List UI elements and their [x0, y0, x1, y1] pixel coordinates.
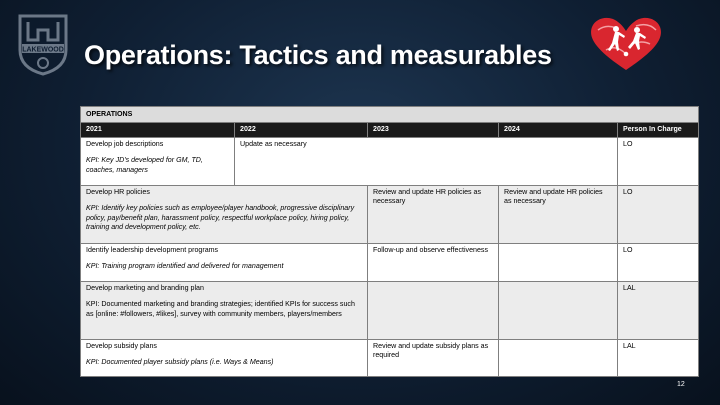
kpi-text: KPI: Key JD's developed for GM, TD, coaches, managers	[86, 156, 203, 174]
kpi-text: KPI: Training program identified and delivered for management	[86, 262, 284, 271]
page-number: 12	[677, 381, 685, 388]
club-crest-logo	[14, 10, 72, 76]
header-row	[81, 123, 699, 138]
slide-title: Operations: Tactics and measurables	[84, 40, 552, 70]
task-text: Develop marketing and branding plan	[86, 284, 204, 292]
kpi-text: KPI: Documented marketing and branding strategies; identified KPIs for success such as [online: #followers, #likes], survey with community members, players/members	[86, 300, 355, 318]
person-cell: LO	[618, 244, 699, 282]
operations-table	[80, 106, 699, 377]
header-person-in-charge: Person In Charge	[618, 123, 699, 138]
task-cell	[81, 244, 368, 282]
table-row	[81, 340, 699, 377]
year-cell-2024: Review and update HR policies as necessary	[499, 186, 618, 244]
section-row	[81, 107, 699, 123]
year-cell: Update as necessary	[235, 138, 618, 186]
person-cell: LO	[618, 186, 699, 244]
kpi-text: KPI: Documented player subsidy plans (i.e. Ways & Means)	[86, 358, 274, 367]
header-2024: 2024	[499, 123, 618, 138]
year-cell-2023: Review and update subsidy plans as required	[368, 340, 499, 377]
header-2021: 2021	[81, 123, 235, 138]
task-cell	[81, 282, 368, 340]
section-label: OPERATIONS	[81, 107, 699, 123]
year-cell-2023	[368, 282, 499, 340]
header-2023: 2023	[368, 123, 499, 138]
year-cell-2023: Review and update HR policies as necessary	[368, 186, 499, 244]
person-cell: LO	[618, 138, 699, 186]
table-row	[81, 244, 699, 282]
kpi-text: KPI: Identify key policies such as employee/player handbook, progressive disciplinary policy, pay/benefit plan, harassment policy, respectful workplace policy, hiring policy, training and development policy, etc.	[86, 204, 355, 232]
person-cell: LAL	[618, 282, 699, 340]
task-text: Develop subsidy plans	[86, 342, 157, 350]
crest-text: LAKEWOOD	[22, 46, 64, 54]
table-row	[81, 138, 699, 186]
heart-players-logo	[586, 14, 666, 72]
person-cell: LAL	[618, 340, 699, 377]
table-row	[81, 282, 699, 340]
year-cell-2024	[499, 340, 618, 377]
year-cell-2024	[499, 244, 618, 282]
year-cell-2023: Follow-up and observe effectiveness	[368, 244, 499, 282]
header-2022: 2022	[235, 123, 368, 138]
operations-table-container	[80, 106, 698, 377]
task-cell	[81, 340, 368, 377]
task-text: Develop HR policies	[86, 188, 150, 196]
task-cell	[81, 138, 235, 186]
task-cell	[81, 186, 368, 244]
task-text: Develop job descriptions	[86, 140, 164, 148]
task-text: Identify leadership development programs	[86, 246, 219, 254]
year-cell-2024	[499, 282, 618, 340]
table-row	[81, 186, 699, 244]
